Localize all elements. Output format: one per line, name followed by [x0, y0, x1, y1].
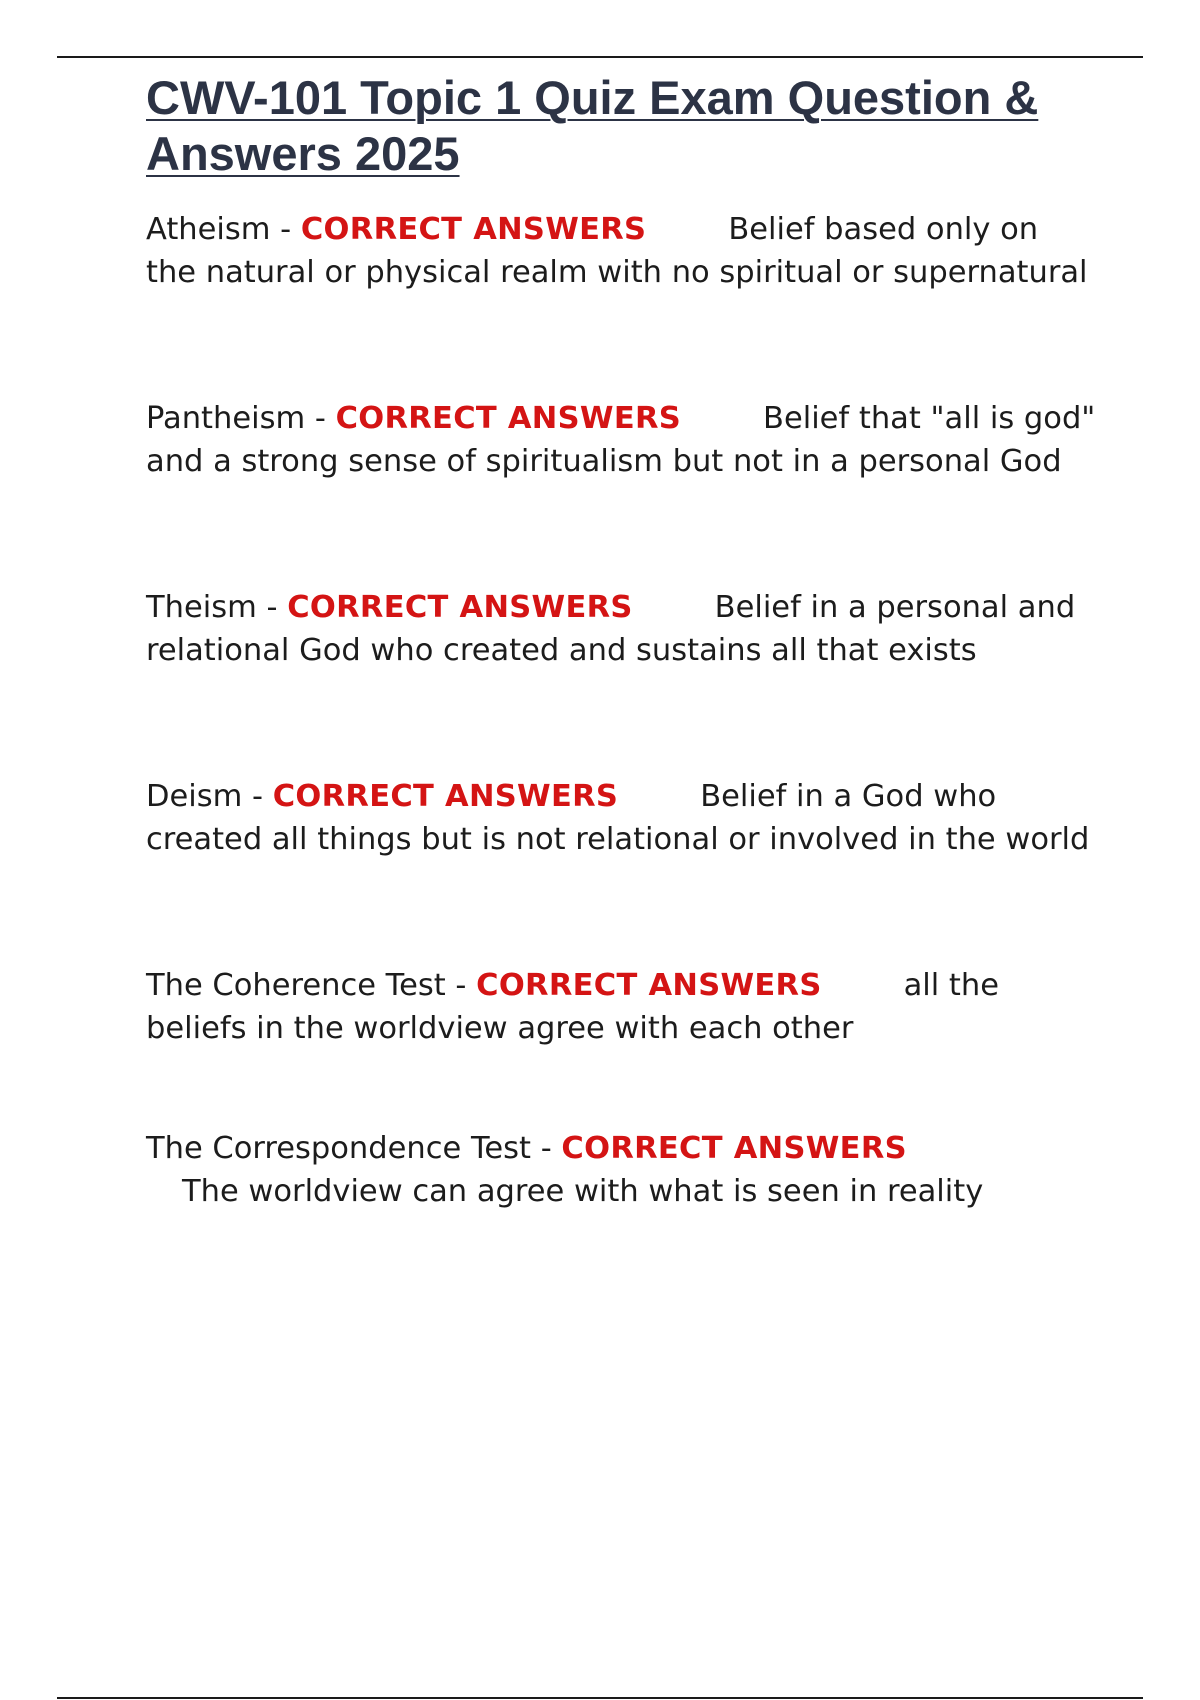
qa-definition: Belief that "all is god" and a strong sense of spiritualism but not in a personal God: [146, 401, 1096, 479]
top-rule: [57, 56, 1143, 58]
qa-term: Theism: [146, 590, 257, 625]
correct-answers-label: CORRECT ANSWERS: [561, 1131, 907, 1166]
qa-separator: -: [445, 968, 477, 1003]
qa-term: Pantheism: [146, 401, 306, 436]
qa-term: Deism: [146, 779, 243, 814]
qa-item-theism: [146, 586, 1096, 672]
qa-separator: -: [305, 401, 336, 436]
correct-answers-label: CORRECT ANSWERS: [335, 401, 682, 436]
qa-definition: Belief in a God who created all things but is not relational or involved in the world: [146, 779, 1090, 857]
qa-definition: The worldview can agree with what is seen in reality: [182, 1174, 984, 1209]
correct-answers-label: CORRECT ANSWERS: [272, 779, 619, 814]
qa-item-coherence-test: [146, 964, 1096, 1050]
document-body: [146, 70, 1096, 1316]
correct-answers-label: CORRECT ANSWERS: [300, 212, 647, 247]
qa-item-deism: [146, 775, 1096, 861]
qa-definition: Belief in a personal and relational God who created and sustains all that exists: [146, 590, 1076, 668]
qa-term: Atheism: [146, 212, 271, 247]
qa-term: The Coherence Test: [146, 968, 446, 1003]
qa-item-atheism: [146, 208, 1096, 294]
qa-separator: -: [531, 1131, 562, 1166]
bottom-rule: [57, 1697, 1143, 1699]
correct-answers-label: CORRECT ANSWERS: [287, 590, 633, 625]
qa-item-pantheism: [146, 397, 1096, 483]
qa-definition: all the beliefs in the worldview agree with each other: [146, 968, 999, 1046]
qa-separator: -: [270, 212, 301, 247]
qa-term: The Correspondence Test: [146, 1131, 532, 1166]
qa-separator: -: [242, 779, 273, 814]
correct-answers-label: CORRECT ANSWERS: [476, 968, 822, 1003]
qa-definition: Belief based only on the natural or physical realm with no spiritual or supernatural: [146, 212, 1088, 290]
qa-separator: -: [256, 590, 288, 625]
document-title: CWV-101 Topic 1 Quiz Exam Question & Answers 2025: [146, 71, 1039, 180]
qa-item-correspondence-test: [146, 1127, 1096, 1213]
qa-list: [146, 208, 1096, 1213]
